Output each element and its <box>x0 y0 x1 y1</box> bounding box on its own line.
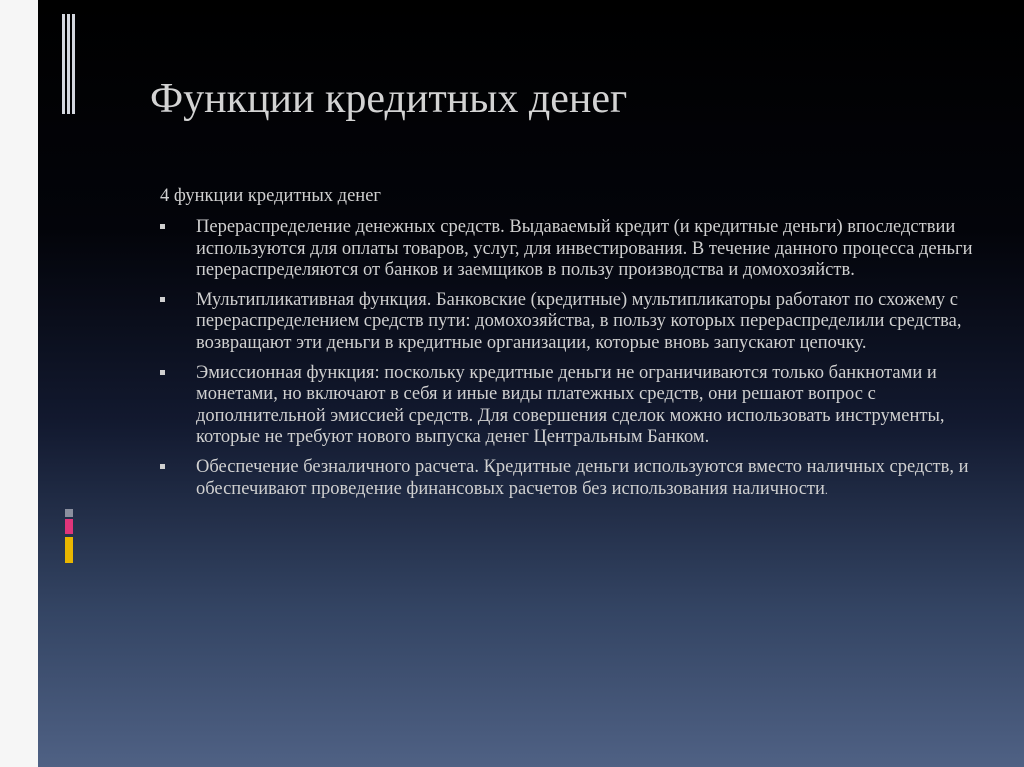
accent-bar-gold <box>65 537 73 563</box>
decorative-bar <box>72 14 75 114</box>
decorative-bar <box>62 14 65 114</box>
bullet-text-tail: . <box>824 482 828 497</box>
bullet-text: Мультипликативная функция. Банковские (кредитные) мультипликаторы работают по схожему с перераспределением средств пути: домохозяйства, в пользу которых перераспределили средства, возвращают эти деньги в кредитные организации, которые вновь запускают цепочку. <box>196 290 962 353</box>
decorative-bar <box>67 14 70 114</box>
square-bullet-icon <box>160 464 165 469</box>
bullet-item <box>160 290 1010 354</box>
slide-title: Функции кредитных денег <box>150 76 628 122</box>
intro-text: 4 функции кредитных денег <box>160 186 381 206</box>
square-bullet-icon <box>160 224 165 229</box>
bullet-item <box>160 217 1010 281</box>
bullet-text: Эмиссионная функция: поскольку кредитные деньги не ограничиваются только банкнотами и монетами, но включают в себя и иные виды платежных средств, они решают вопрос с дополнительной эмиссией средств. Для совершения сделок можно использовать инструменты, которые не требуют нового выпуска денег Центральным Банком. <box>196 363 945 447</box>
bullet-list <box>160 217 1010 501</box>
bullet-text: Перераспределение денежных средств. Выдаваемый кредит (и кредитные деньги) впоследствии используются для оплаты товаров, услуг, для инвестирования. В течение данного процесса деньги перераспределяются от банков и заемщиков в пользу производства и домохозяйств. <box>196 217 973 280</box>
bullet-text: Обеспечение безналичного расчета. Кредитные деньги используются вместо наличных средств, и обеспечивают проведение финансовых расчетов без использования наличности <box>196 457 969 499</box>
bullet-item <box>160 457 1010 501</box>
slide-content <box>160 186 1010 510</box>
decorative-accent-bars <box>65 509 73 563</box>
slide <box>38 0 1024 767</box>
bullet-item <box>160 363 1010 448</box>
square-bullet-icon <box>160 370 165 375</box>
accent-bar-gray <box>65 509 73 517</box>
accent-bar-pink <box>65 519 73 534</box>
square-bullet-icon <box>160 297 165 302</box>
decorative-vertical-bars <box>62 14 74 114</box>
